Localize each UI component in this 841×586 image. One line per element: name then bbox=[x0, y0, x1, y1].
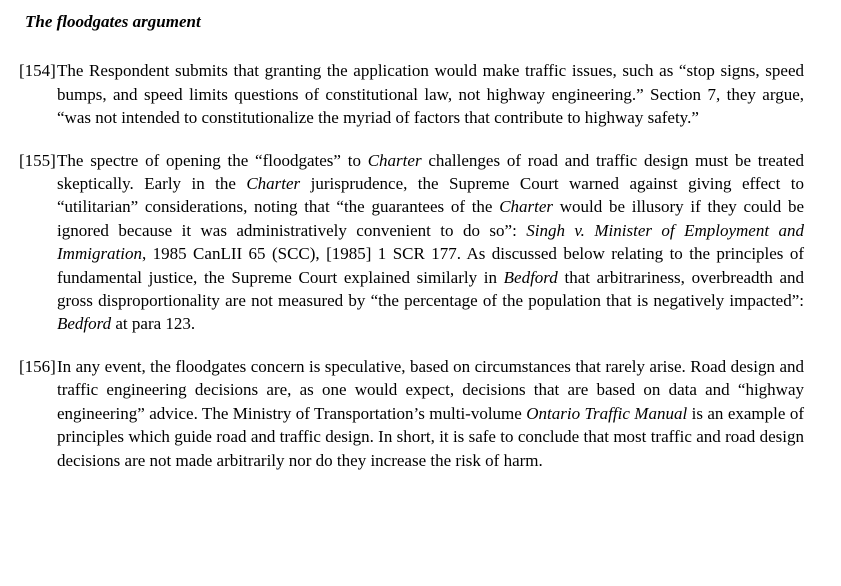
paragraph-text: The Respondent submits that granting the application would make traffic issues, such as “stop signs, speed bumps, and speed limits questions of constitutional law, not highway engineering.” Section 7, they argue, “was not intended to constitutionalize the myriad of factors that contribute to highway safety.” bbox=[57, 61, 804, 128]
paragraph-number: [156] bbox=[19, 356, 56, 376]
section-heading: The floodgates argument bbox=[25, 12, 201, 31]
paragraph-text: The spectre of opening the “floodgates” to Charter challenges of road and traffic design must be treated skeptically. Early in the Charter jurisprudence, the Supreme Court warned against giving effect to “utilitarian” considerations, noting that “the guarantees of the Charter would be illusory if they could be ignored because it was administratively convenient to do so”: Singh v. Minister of Employment and Immigration, 1985 CanLII 65 (SCC), [1985] 1 SCR 177. As discussed below relating to the principles of fundamental justice, the Supreme Court explained similarly in Bedford that arbitrariness, overbreadth and gross disproportionality are not measured by “the percentage of the population that is negatively impacted”: Bedford at para 123. bbox=[57, 150, 804, 334]
paragraph-text: In any event, the floodgates concern is speculative, based on circumstances that rarely arise. Road design and traffic engineering decisions are, as one would expect, decisions that are based on data and “highway engineering” advice. The Ministry of Transportation’s multi-volume Ontario Traffic Manual is an example of principles which guide road and traffic design. In short, it is safe to conclude that most traffic and road design decisions are not made arbitrarily nor do they increase the risk of harm. bbox=[57, 356, 804, 470]
paragraph-154 bbox=[19, 59, 804, 129]
paragraph-156 bbox=[19, 355, 804, 472]
paragraph-number: [154] bbox=[19, 61, 56, 81]
paragraph-number: [155] bbox=[19, 150, 56, 170]
paragraph-155 bbox=[19, 149, 804, 336]
